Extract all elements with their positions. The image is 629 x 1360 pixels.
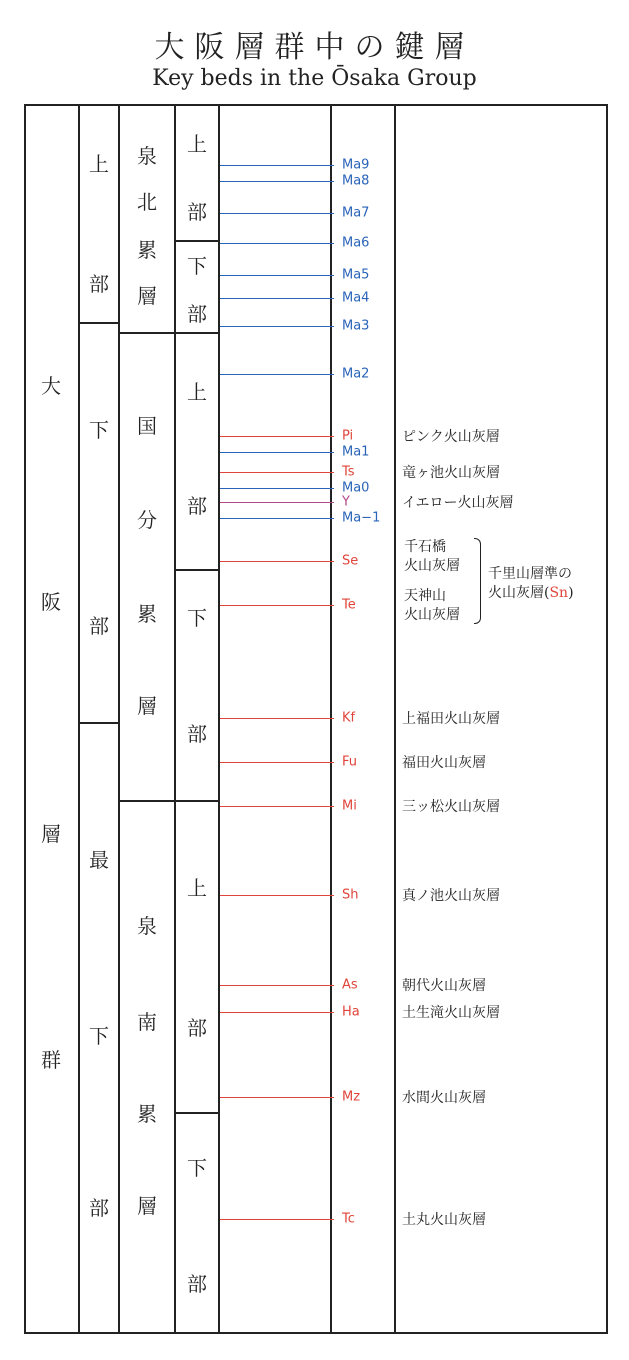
bed-line (220, 1012, 334, 1013)
formation-senboku-char: 層 (137, 284, 157, 308)
group-char: 大 (41, 374, 61, 398)
bed-code: Ma4 (342, 290, 370, 306)
bed-line (220, 488, 334, 489)
bed-line (220, 605, 334, 606)
bed-code: Kf (342, 710, 356, 726)
subdivision-lowest-char: 最 (89, 848, 109, 872)
boundary-senboku-kokubu (118, 332, 176, 334)
bed-name: 福田火山灰層 (402, 755, 486, 771)
member-sennan-upper-char: 部 (187, 1016, 207, 1040)
senriyama-code: Sn (549, 585, 569, 601)
divider-formation (174, 104, 176, 1334)
bed-line (220, 374, 334, 375)
bed-line (220, 985, 334, 986)
bed-code: Ma9 (342, 157, 370, 173)
subdivision-lower-char: 部 (89, 614, 109, 638)
senriyama-label-line2: 火山灰層(Sn) (488, 585, 574, 601)
bed-code: Ma7 (342, 205, 370, 221)
formation-senboku-char: 泉 (137, 144, 157, 168)
bed-line (220, 502, 334, 503)
boundary-senboku-members (174, 240, 220, 242)
bed-name: 上福田火山灰層 (402, 711, 500, 727)
bed-name: 土丸火山灰層 (402, 1212, 486, 1228)
formation-sennan-char: 累 (137, 1102, 157, 1126)
member-senboku-lower-char: 下 (187, 254, 207, 278)
bed-line (220, 561, 334, 562)
bed-code: Se (342, 553, 359, 569)
member-senboku-upper-char: 部 (187, 200, 207, 224)
subdivision-upper-char: 上 (89, 152, 109, 176)
boundary-senboku-kokubu-members (174, 332, 220, 334)
member-kokubu-lower-char: 部 (187, 722, 207, 746)
bed-name: 真ノ池火山灰層 (402, 888, 500, 904)
formation-sennan-char: 南 (137, 1010, 157, 1034)
bed-line (220, 275, 334, 276)
bed-code: Tc (342, 1211, 355, 1227)
member-kokubu-upper-char: 上 (187, 380, 207, 404)
bed-line (220, 895, 334, 896)
bed-name: イエロー火山灰層 (402, 495, 514, 511)
bed-name: 三ッ松火山灰層 (402, 799, 500, 815)
subdivision-lowest-char: 下 (89, 1024, 109, 1048)
subdivision-lowest-char: 部 (89, 1196, 109, 1220)
bed-name: 竜ヶ池火山灰層 (402, 465, 500, 481)
bed-name-se-line2: 火山灰層 (404, 558, 460, 574)
subdivision-upper-char: 部 (89, 272, 109, 296)
bed-code: Ma8 (342, 173, 370, 189)
bed-code: As (342, 977, 358, 993)
bed-name: 土生滝火山灰層 (402, 1005, 500, 1021)
bed-line (220, 1219, 334, 1220)
bed-code: Ma0 (342, 480, 370, 496)
member-kokubu-lower-char: 下 (187, 606, 207, 630)
bed-line (220, 762, 334, 763)
bed-line (220, 243, 334, 244)
bed-code: Ma5 (342, 267, 370, 283)
page-subtitle: Key beds in the Ōsaka Group (152, 66, 477, 91)
bed-line (220, 452, 334, 453)
senriyama-brace (474, 538, 481, 624)
bed-code: Pi (342, 428, 354, 444)
formation-kokubu-char: 層 (137, 694, 157, 718)
bed-code: Mi (342, 798, 357, 814)
formation-sennan-char: 層 (137, 1194, 157, 1218)
bed-line (220, 181, 334, 182)
member-sennan-upper-char: 上 (187, 876, 207, 900)
bed-name: 朝代火山灰層 (402, 978, 486, 994)
divider-subdivision (118, 104, 120, 1334)
bed-code: Ha (342, 1004, 360, 1020)
bed-code: Ma6 (342, 235, 370, 251)
formation-senboku-char: 北 (137, 190, 157, 214)
formation-sennan-char: 泉 (137, 914, 157, 938)
bed-name-te-line2: 火山灰層 (404, 607, 460, 623)
member-senboku-upper-char: 上 (187, 132, 207, 156)
bed-name: 水間火山灰層 (402, 1090, 486, 1106)
bed-code: Ma3 (342, 318, 370, 334)
bed-line (220, 213, 334, 214)
formation-kokubu-char: 累 (137, 602, 157, 626)
divider-codes (394, 104, 396, 1334)
formation-senboku-char: 累 (137, 238, 157, 262)
bed-line (220, 806, 334, 807)
boundary-lower-lowest (78, 722, 120, 724)
subdivision-lower-char: 下 (89, 418, 109, 442)
member-sennan-lower-char: 下 (187, 1156, 207, 1180)
bed-code: Y (342, 494, 350, 510)
boundary-sennan-members (174, 1112, 220, 1114)
stratigraphic-column-frame (24, 104, 608, 1334)
bed-code: Mz (342, 1089, 361, 1105)
member-sennan-lower-char: 部 (187, 1272, 207, 1296)
formation-kokubu-char: 国 (137, 414, 157, 438)
bed-name-te-line1: 天神山 (404, 588, 446, 604)
group-char: 阪 (41, 590, 61, 614)
bed-line (220, 165, 334, 166)
divider-beds (330, 104, 332, 1334)
member-kokubu-upper-char: 部 (187, 494, 207, 518)
group-char: 群 (41, 1048, 61, 1072)
group-char: 層 (41, 822, 61, 846)
senriyama-label-text: 火山灰層 (488, 585, 544, 601)
boundary-kokubu-members (174, 569, 220, 571)
bed-line (220, 518, 334, 519)
boundary-upper-lower (78, 322, 120, 324)
senriyama-label-line1: 千里山層準の (488, 566, 572, 582)
divider-member (218, 104, 220, 1334)
bed-name: ピンク火山灰層 (402, 429, 500, 445)
bed-line (220, 326, 334, 327)
page-title: 大阪層群中の鍵層 (154, 30, 475, 65)
bed-code: Ma1 (342, 444, 370, 460)
boundary-kokubu-sennan-members (174, 800, 220, 802)
bed-line (220, 1097, 334, 1098)
divider-group (78, 104, 80, 1334)
bed-line (220, 436, 334, 437)
boundary-kokubu-sennan (118, 800, 176, 802)
bed-line (220, 298, 334, 299)
member-senboku-lower-char: 部 (187, 302, 207, 326)
bed-code: Ma2 (342, 366, 370, 382)
bed-code: Te (342, 597, 356, 613)
bed-line (220, 718, 334, 719)
bed-code: Sh (342, 887, 359, 903)
bed-code: Fu (342, 754, 358, 770)
bed-code: Ma−1 (342, 510, 381, 526)
bed-line (220, 472, 334, 473)
bed-name-se-line1: 千石橋 (404, 539, 446, 555)
bed-code: Ts (342, 464, 355, 480)
formation-kokubu-char: 分 (137, 508, 157, 532)
